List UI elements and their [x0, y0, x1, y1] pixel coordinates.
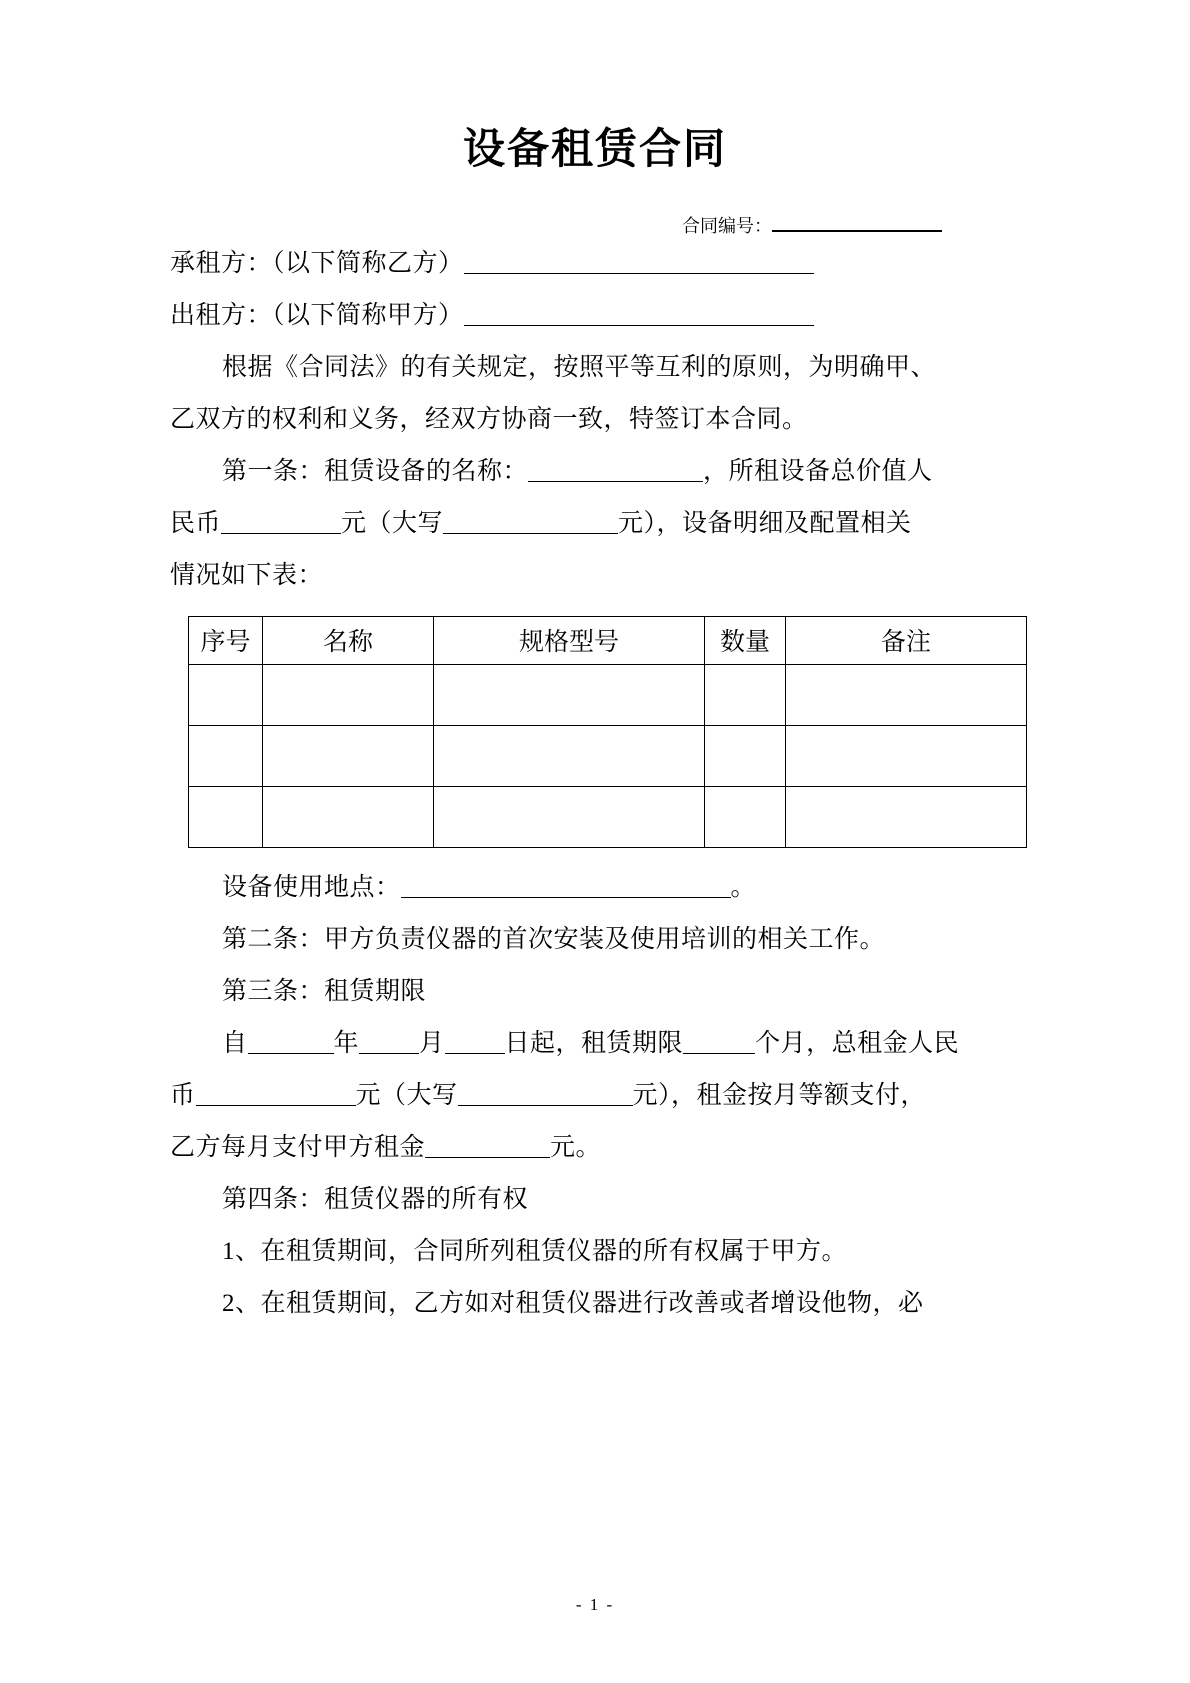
cell-seq[interactable] — [189, 664, 263, 725]
lease-months-blank[interactable] — [683, 1053, 755, 1054]
article-two-line: 第二条：甲方负责仪器的首次安装及使用培训的相关工作。 — [222, 925, 886, 953]
cell-qty[interactable] — [705, 786, 786, 847]
cell-model[interactable] — [434, 725, 705, 786]
article-three-seg-3: 月 — [419, 1029, 445, 1057]
usage-location-suffix: 。 — [730, 873, 757, 901]
article-one-seg-2: ，所租设备总价值人 — [703, 457, 933, 485]
start-year-blank[interactable] — [248, 1053, 334, 1054]
equipment-spec-table — [188, 616, 1027, 848]
article-three-seg-5: 个月，总租金人民 — [755, 1029, 960, 1057]
article-three-line-1 — [170, 1018, 1030, 1070]
preamble-line-2: 乙双方的权利和义务，经双方协商一致，特签订本合同。 — [170, 405, 808, 433]
cell-seq[interactable] — [189, 725, 263, 786]
table-header-row — [189, 616, 1027, 664]
cell-seq[interactable] — [189, 786, 263, 847]
contract-number-row — [0, 216, 1190, 238]
cell-note[interactable] — [786, 786, 1027, 847]
article-three-seg-4: 日起，租赁期限 — [504, 1029, 684, 1057]
table-row — [189, 786, 1027, 847]
document-body-lower — [0, 848, 1190, 1330]
contract-number-blank[interactable] — [772, 230, 942, 232]
article-three-seg-10: 元。 — [550, 1133, 602, 1161]
article-three-seg-8: 元），租金按月等额支付， — [632, 1081, 927, 1109]
article-one-seg-5: 元），设备明细及配置相关 — [618, 509, 912, 537]
cell-note[interactable] — [786, 725, 1027, 786]
article-three-seg-7: 元（大写 — [355, 1081, 458, 1109]
cell-qty[interactable] — [705, 664, 786, 725]
page-title: 设备租赁合同 — [462, 124, 727, 173]
monthly-rent-blank[interactable] — [425, 1157, 550, 1158]
article-four-item-2: 2、在租赁期间，乙方如对租赁仪器进行改善或者增设他物，必 — [222, 1289, 924, 1317]
total-value-number-blank[interactable] — [221, 533, 341, 534]
page-number-footer: - 1 - — [575, 1595, 615, 1614]
table-row — [189, 664, 1027, 725]
lessee-blank[interactable] — [464, 273, 814, 274]
start-day-blank[interactable] — [445, 1053, 505, 1054]
document-body — [0, 238, 1190, 602]
cell-model[interactable] — [434, 786, 705, 847]
article-three-seg-1: 自 — [222, 1029, 248, 1057]
equipment-table-body — [189, 664, 1027, 847]
column-header-name: 名称 — [263, 616, 434, 664]
cell-model[interactable] — [434, 664, 705, 725]
column-header-qty: 数量 — [705, 616, 786, 664]
lessor-label: 出租方：（以下简称甲方） — [170, 301, 464, 329]
start-month-blank[interactable] — [359, 1053, 419, 1054]
article-one-seg-4: 元（大写 — [341, 509, 444, 537]
lessor-line — [170, 290, 1030, 342]
column-header-seq: 序号 — [189, 616, 263, 664]
lessor-blank[interactable] — [464, 325, 814, 326]
equipment-name-blank[interactable] — [528, 481, 703, 482]
cell-qty[interactable] — [705, 725, 786, 786]
total-rent-number-blank[interactable] — [196, 1105, 356, 1106]
contract-number-label: 合同编号： — [682, 216, 772, 238]
cell-note[interactable] — [786, 664, 1027, 725]
equipment-table-head — [189, 616, 1027, 664]
cell-name[interactable] — [263, 786, 434, 847]
lessee-line — [170, 238, 1030, 290]
total-value-words-blank[interactable] — [443, 533, 618, 534]
article-one-line-3: 情况如下表： — [170, 561, 324, 589]
article-three-seg-2: 年 — [333, 1029, 360, 1057]
cell-name[interactable] — [263, 725, 434, 786]
article-three-seg-6: 币 — [170, 1081, 196, 1109]
lessee-label: 承租方：（以下简称乙方） — [170, 249, 464, 277]
article-three-line-2 — [170, 1070, 1030, 1122]
article-four-item-1: 1、在租赁期间，合同所列租赁仪器的所有权属于甲方。 — [222, 1237, 848, 1265]
column-header-model: 规格型号 — [434, 616, 705, 664]
article-one-seg-3: 民币 — [170, 509, 222, 537]
preamble-line-1: 根据《合同法》的有关规定，按照平等互利的原则，为明确甲、 — [222, 353, 937, 381]
article-three-seg-9: 乙方每月支付甲方租金 — [170, 1133, 426, 1161]
article-one-seg-1: 第一条：租赁设备的名称： — [222, 457, 529, 485]
article-one-line-2 — [170, 498, 1030, 550]
table-row — [189, 725, 1027, 786]
article-four-heading: 第四条：租赁仪器的所有权 — [222, 1185, 529, 1213]
equipment-table-wrapper — [0, 602, 1190, 848]
total-rent-words-blank[interactable] — [458, 1105, 633, 1106]
article-three-heading: 第三条：租赁期限 — [222, 977, 427, 1005]
cell-name[interactable] — [263, 664, 434, 725]
column-header-note: 备注 — [786, 616, 1027, 664]
article-three-line-3 — [170, 1122, 1030, 1174]
usage-location-label: 设备使用地点： — [222, 873, 401, 901]
usage-location-line — [170, 862, 1030, 914]
usage-location-blank[interactable] — [401, 897, 731, 898]
article-one-line-1 — [170, 446, 1030, 498]
